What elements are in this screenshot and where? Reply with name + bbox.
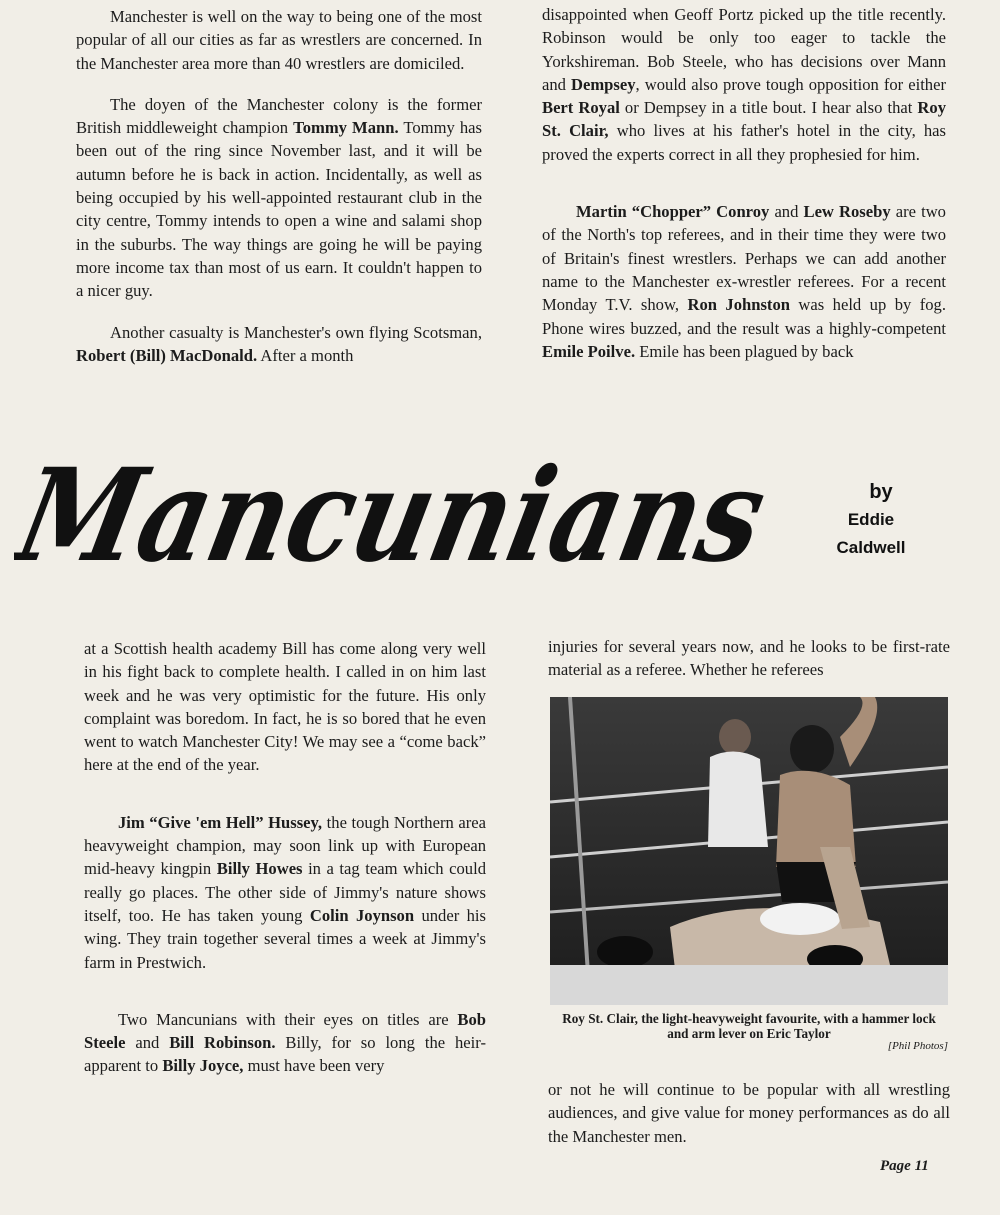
page-number: Page 11 [880,1158,929,1174]
byline-by: by [869,481,893,503]
photo-credit: [Phil Photos] [887,1040,948,1052]
wrestling-photo [550,697,948,1005]
name-bold: Roy St. Clair, [542,98,946,141]
paragraph: disappointed when Geoff Portz picked up the title recently. Robinson would be only too eager to tackle the Yorkshireman. Bob Steele, who has decisions over Mann and Dempsey, would also prove tough opposition for either Bert Royal or Dempsey in a title bout. I hear also that Roy St. Clair, who lives at his father's hotel in the city, has proved the experts correct in all they prophesied for him. [542,5,947,164]
name-bold: Bert Royal [542,98,620,118]
byline [826,478,916,562]
article-title [14,448,774,598]
name-bold: Billy Howes [216,859,303,879]
name-bold: Billy Joyce, [162,1056,244,1076]
name-bold: Dempsey [571,74,636,94]
byline-last-name: Caldwell [836,538,906,557]
name-bold: Robert (Bill) MacDonald. [76,345,258,365]
name-bold: Tommy Mann. [293,118,399,138]
column-top-left [76,5,482,385]
name-bold: Jim “Give 'em Hell” Hussey, [118,812,323,832]
paragraph: Jim “Give 'em Hell” Hussey, the tough Northern area heavyweight champion, may soon link up with European mid-heavy kingpin Billy Howes in a tag team which could really go places. The other side of Jimmy's nature shows itself, too. He has taken young Colin Joynson under his wing. They train together several times a week at Jimmy's farm in Prestwich. [84,812,487,972]
column-top-right [542,3,946,381]
photo-caption: Roy St. Clair, the light-heavyweight favourite, with a hammer lock and arm lever on Eric Taylor [562,1011,936,1041]
name-bold: Martin “Chopper” Conroy [576,202,770,222]
name-bold: Ron Johnston [687,295,790,315]
name-bold: Bob Steele [84,1009,486,1053]
paragraph: or not he will continue to be popular with all wrestling audiences, and give value for money performances as do all the Manchester men. [548,1080,950,1146]
byline-first-name: Eddie [847,510,895,529]
paragraph: Two Mancunians with their eyes on titles are Bob Steele and Bill Robinson. Billy, for so long the heir-apparent to Billy Joyce, must have been very [84,1009,486,1076]
column-bottom-right [548,635,950,700]
paragraph: The doyen of the Manchester colony is the former British middleweight champion Tommy Mann. Tommy has been out of the ring since November last, and it will be autumn before he is back in action. Incidentally, as well as being occupied by his well-appointed restaurant club in the city centre, Tommy intends to open a wine and salami shop in the suburbs. The way things are going he will be paying more income tax than most of us earn. It couldn't happen to a nicer guy. [76,94,483,301]
name-bold: Lew Roseby [803,202,891,222]
paragraph: Martin “Chopper” Conroy and Lew Roseby are two of the North's top referees, and in their time they were two of Britain's finest wrestlers. Perhaps we can add another name to the Manchester ex-wrestler referees. For a recent Monday T.V. show, Ron Johnston was held up by fog. Phone wires buzzed, and the result was a highly-competent Emile Poilve. Emile has been plagued by back [542,202,946,361]
article-title-text: Mancunians [14,448,774,591]
paragraph: Manchester is well on the way to being one of the most popular of all our cities as far as wrestlers are concerned. In the Manchester area more than 40 wrestlers are domiciled. [76,7,482,73]
column-bottom-left [84,637,486,1096]
paragraph: injuries for several years now, and he looks to be first-rate material as a referee. Whether he referees [548,637,950,680]
name-bold: Bill Robinson. [169,1033,276,1053]
name-bold: Colin Joynson [309,905,415,925]
name-bold: Emile Poilve. [542,341,636,361]
paragraph: at a Scottish health academy Bill has come along very well in his fight back to complete health. I called in on him last week and he was very optimistic for the future. His only complaint was boredom. In fact, he is so bored that he even went to watch Manchester City! We may see a “come back” here at the end of the year. [84,639,486,775]
column-bottom-right-cont [548,1078,950,1166]
paragraph: Another casualty is Manchester's own flying Scotsman, Robert (Bill) MacDonald. After a month [76,322,482,365]
